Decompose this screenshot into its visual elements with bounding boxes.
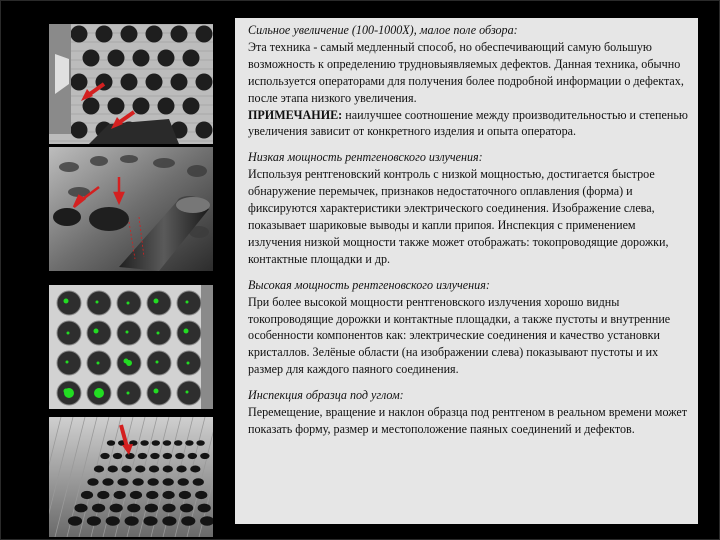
xray-low-power-image xyxy=(49,147,213,271)
note-label: ПРИМЕЧАНИЕ: xyxy=(248,107,343,122)
xray-angled-view-image xyxy=(49,417,213,537)
section-heading-low-power: Низкая мощность рентгеновского излучения: xyxy=(248,150,483,165)
xray-high-power-voids-image xyxy=(49,285,213,409)
section-body-low-power: Используя рентгеновский контроль с низкой мощностью, достигается быстрое обнаружение перемычек, признаков недостаточного оплавления (форма) и фиксируются характеристики электрического соединения. Изображение слева, показывает шариковые выводы и капли припоя. Инспекция с применением излучения низкой мощности также может отображать: токопроводящие дорожки, контактные площадки и др. xyxy=(248,167,669,266)
description-text xyxy=(248,22,688,438)
section-heading-high-magnification: Сильное увеличение (100-1000X), малое поле обзора: xyxy=(248,23,518,37)
xray-high-magnification-image xyxy=(49,24,213,144)
section-heading-angled-inspection: Инспекция образца под углом: xyxy=(248,388,404,403)
section-heading-high-power: Высокая мощность рентгеновского излучения: xyxy=(248,277,490,292)
note-text: наилучшее соотношение между производительностью и степенью увеличения зависит от конкретного изделия и опыта оператора. xyxy=(248,107,688,139)
section-body-high-magnification: Эта техника - самый медленный способ, но обеспечивающий самую большую возможность к определению трудновыявляемых дефектов. Данная техника, обычно используется операторами для получения более подробной информации о дефектах, после этапа низкого увеличения. xyxy=(248,39,684,105)
section-body-high-power: При более высокой мощности рентгеновского излучения хорошо видны токопроводящие дорожки и контактные площадки, а также пустоты и внутренние особенности компонентов как: электрические соединения и качество установки кристаллов. Зелёные области (на изображении слева) показывают пустоты и их размер для каждого паяного соединения. xyxy=(248,294,671,377)
section-body-angled-inspection: Перемещение, вращение и наклон образца под рентгеном в реальном времени может показать форму, размер и местоположение паяных соединений и дефектов. xyxy=(248,405,688,436)
